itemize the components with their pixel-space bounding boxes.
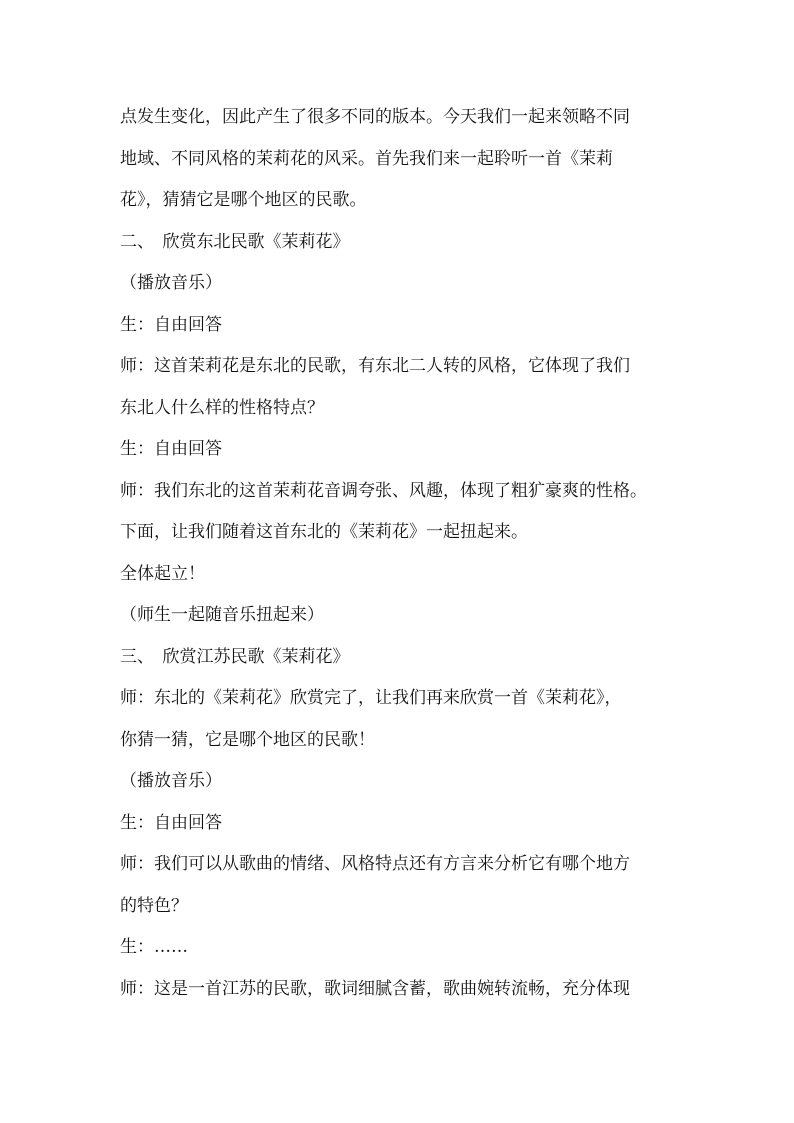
section-heading-2: 二、 欣赏东北民歌《茉莉花》 [120, 231, 350, 252]
text-line: 点发生变化，因此产生了很多不同的版本。今天我们一起来领略不同 [120, 107, 630, 127]
student-line: 生：自由回答 [120, 439, 222, 459]
text-line: 下面，让我们随着这首东北的《茉莉花》一起扭起来。 [120, 522, 528, 542]
text-line: 地域、不同风格的茉莉花的风采。首先我们来一起聆听一首《茉莉 [120, 148, 613, 169]
text-line: 的特色？ [120, 895, 188, 916]
teacher-line: 师：这是一首江苏的民歌，歌词细腻含蓄，歌曲婉转流畅，充分体现 [120, 978, 630, 999]
document-body [120, 97, 680, 1010]
teacher-line: 师：东北的《茉莉花》欣赏完了，让我们再来欣赏一首《茉莉花》， [120, 688, 622, 708]
teacher-line: 师：这首茉莉花是东北的民歌，有东北二人转的风格，它体现了我们 [120, 356, 630, 376]
section-heading-3: 三、 欣赏江苏民歌《茉莉花》 [120, 646, 350, 667]
student-line: 生：自由回答 [120, 314, 222, 335]
student-line: 生：自由回答 [120, 812, 222, 833]
text-line: 全体起立！ [120, 563, 205, 584]
text-line: 花》，猜猜它是哪个地区的民歌。 [120, 190, 367, 210]
stage-direction: （师生一起随音乐扭起来） [120, 605, 324, 625]
text-line: 你猜一猜，它是哪个地区的民歌！ [120, 729, 375, 750]
stage-direction: （播放音乐） [120, 273, 222, 293]
stage-direction: （播放音乐） [120, 771, 222, 791]
student-line: 生：…… [120, 937, 188, 957]
teacher-line: 师：我们东北的这首茉莉花音调夸张、风趣，体现了粗犷豪爽的性格。 [120, 480, 647, 501]
teacher-line: 师：我们可以从歌曲的情绪、风格特点还有方言来分析它有哪个地方 [120, 854, 630, 874]
text-line: 东北人什么样的性格特点？ [120, 397, 324, 418]
